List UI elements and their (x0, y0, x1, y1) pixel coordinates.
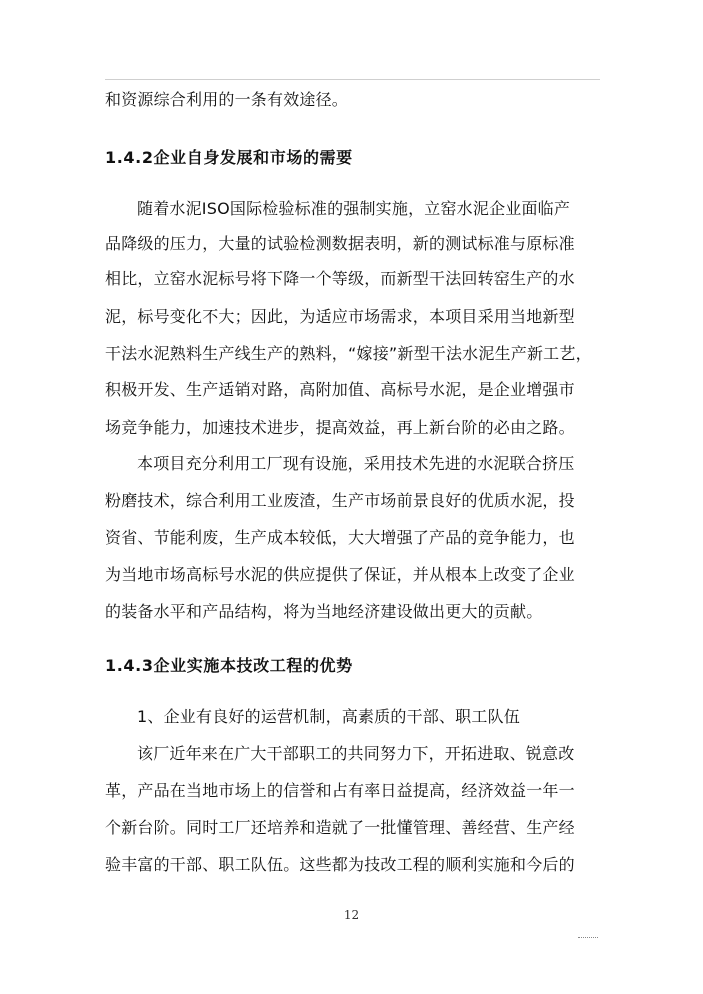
paragraph-line: 革，产品在当地市场上的信誉和占有率日益提高，经济效益一年一 (105, 781, 575, 800)
page-number: 12 (343, 908, 360, 922)
paragraph-line: 场竞争能力，加速技术进步，提高效益，再上新台阶的必由之路。 (105, 418, 575, 437)
paragraph-line: 资省、节能利废，生产成本较低，大大增强了产品的竞争能力，也 (105, 528, 575, 547)
paragraph-line: 1、企业有良好的运营机制，高素质的干部、职工队伍 (137, 707, 520, 726)
paragraph-line: 该厂近年来在广大干部职工的共同努力下，开拓进取、锐意改 (137, 744, 575, 763)
paragraph-line: 个新台阶。同时工厂还培养和造就了一批懂管理、善经营、生产经 (105, 818, 575, 837)
paragraph-line: 相比，立窑水泥标号将下降一个等级，而新型干法回转窑生产的水 (105, 269, 575, 288)
paragraph-line: 品降级的压力，大量的试验检测数据表明，新的测试标准与原标准 (105, 234, 575, 253)
paragraph-line: 和资源综合利用的一条有效途径。 (105, 90, 349, 109)
footer-mark (578, 937, 598, 938)
paragraph-line: 干法水泥熟料生产线生产的熟料，“嫁接”新型干法水泥生产新工艺， (105, 344, 592, 363)
paragraph-line: 泥，标号变化不大；因此，为适应市场需求，本项目采用当地新型 (105, 307, 575, 326)
header-rule (105, 79, 600, 80)
paragraph-line: 本项目充分利用工厂现有设施，采用技术先进的水泥联合挤压 (137, 454, 575, 473)
paragraph-line: 粉磨技术，综合利用工业废渣，生产市场前景良好的优质水泥，投 (105, 491, 575, 510)
paragraph-line: 验丰富的干部、职工队伍。这些都为技改工程的顺利实施和今后的 (105, 855, 575, 874)
paragraph-line: 随着水泥ISO国际检验标准的强制实施，立窑水泥企业面临产 (137, 199, 571, 218)
section-heading-1-4-3: 1.4.3企业实施本技改工程的优势 (105, 656, 353, 675)
section-heading-1-4-2: 1.4.2企业自身发展和市场的需要 (105, 148, 353, 167)
paragraph-line: 的装备水平和产品结构，将为当地经济建设做出更大的贡献。 (105, 602, 543, 621)
paragraph-line: 积极开发、生产适销对路，高附加值、高标号水泥，是企业增强市 (105, 380, 575, 399)
paragraph-line: 为当地市场高标号水泥的供应提供了保证，并从根本上改变了企业 (105, 565, 575, 584)
